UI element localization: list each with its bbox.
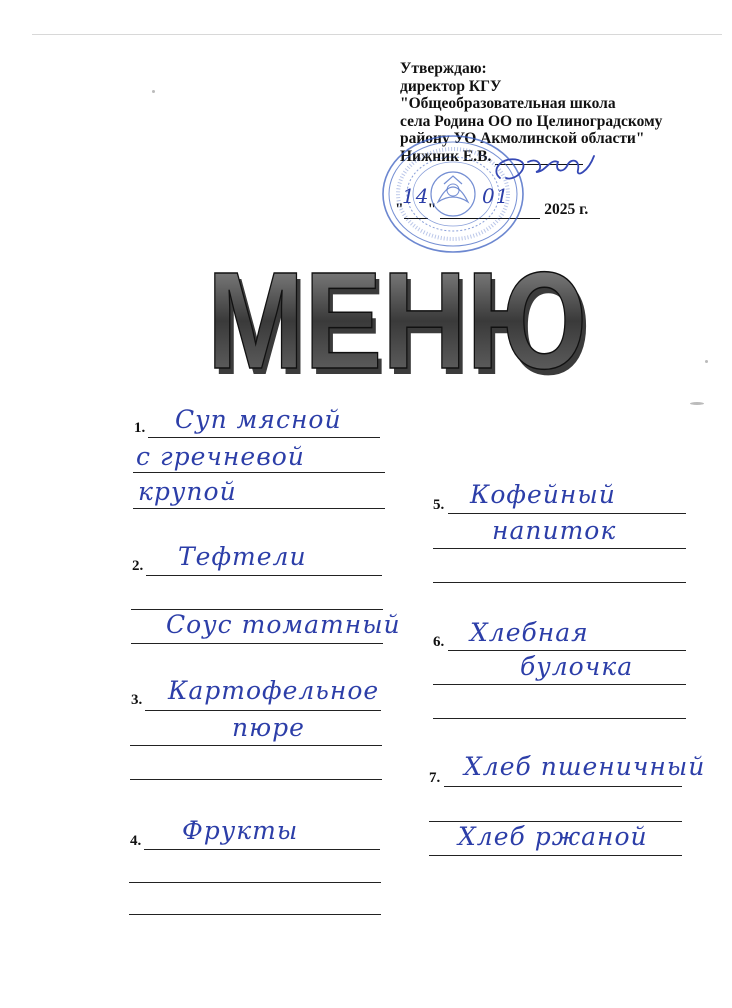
menu-title-shadow: МЕНЮ: [211, 262, 591, 382]
item-line: [433, 684, 686, 685]
approval-line-5: району УО Акмолинской области": [400, 130, 645, 147]
date-close-quote: ": [427, 201, 437, 218]
item-line: [130, 745, 382, 746]
item-line: [133, 508, 385, 509]
item-line: [433, 718, 686, 719]
item-text: Тефтели: [178, 542, 307, 571]
item-line: [144, 849, 380, 850]
item-line: [129, 914, 381, 915]
item-text: булочка: [520, 652, 634, 681]
item-text: напиток: [492, 516, 617, 545]
item-number: 2.: [132, 558, 144, 574]
item-line: [131, 643, 383, 644]
item-line: [133, 472, 385, 473]
scan-edge-line: [32, 34, 722, 35]
approval-line-3: "Общеобразовательная школа: [400, 95, 616, 112]
item-number: 6.: [433, 634, 445, 650]
menu-title-text: МЕНЮ: [207, 262, 587, 382]
item-text: крупой: [138, 477, 237, 506]
item-text: Хлебная: [470, 618, 589, 647]
date-year: 2025 г.: [544, 201, 589, 218]
item-line: [129, 882, 381, 883]
item-line: [448, 513, 686, 514]
item-text: Картофельное: [168, 676, 380, 705]
item-line: [146, 575, 382, 576]
item-text: Фрукты: [182, 816, 299, 845]
item-line: [130, 779, 382, 780]
signer-name: Нижник Е.В.: [400, 147, 492, 165]
item-number: 3.: [131, 692, 143, 708]
item-number: 5.: [433, 497, 445, 513]
item-number: 7.: [429, 770, 441, 786]
item-text: пюре: [232, 713, 305, 742]
item-line: [433, 582, 686, 583]
approval-line-4: села Родина ОО по Целиноградскому: [400, 112, 663, 130]
item-number: 1.: [134, 420, 146, 436]
item-text: Кофейный: [470, 480, 616, 509]
date-open-quote: ": [395, 201, 404, 218]
handwritten-month: 01: [482, 184, 510, 208]
approval-line-2: директор КГУ: [400, 77, 502, 95]
handwritten-date: [402, 184, 542, 218]
item-text: Хлеб ржаной: [458, 822, 648, 851]
item-line: [444, 786, 682, 787]
item-line: [448, 650, 686, 651]
item-number: 4.: [130, 833, 142, 849]
item-line: [433, 548, 686, 549]
approval-line-1: Утверждаю:: [400, 60, 487, 77]
item-text: Хлеб пшеничный: [464, 752, 706, 781]
item-line: [148, 437, 380, 438]
scan-speck: [690, 402, 704, 405]
menu-title: [205, 262, 595, 382]
item-line: [429, 855, 682, 856]
item-text: Суп мясной: [175, 405, 342, 434]
scan-speck: [152, 90, 155, 93]
scan-speck: [705, 360, 708, 363]
item-text: с гречневой: [136, 442, 305, 471]
handwritten-day: 14: [402, 184, 430, 208]
item-line: [145, 710, 381, 711]
item-text: Соус томатный: [166, 610, 401, 639]
